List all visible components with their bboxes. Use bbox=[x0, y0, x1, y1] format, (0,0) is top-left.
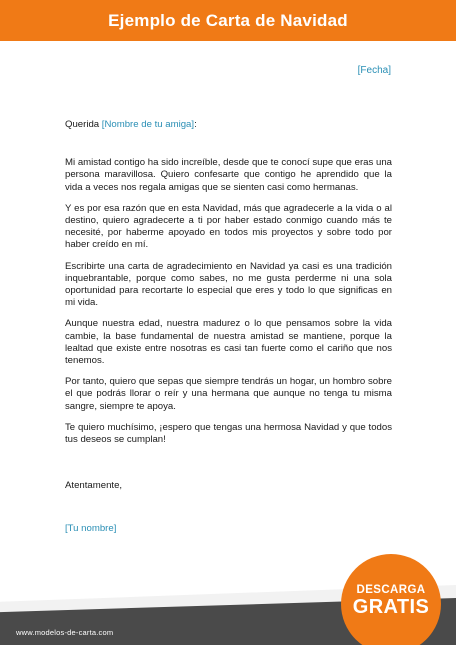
paragraph-3: Escribirte una carta de agradecimiento en Navidad ya casi es una tradición inquebrantable, porque como sabes, no me gusta perderme ni una sola oportunidad para recortarte lo especial que eres y todo lo que significas en mi vida. bbox=[65, 260, 392, 309]
badge-line-1: DESCARGA bbox=[356, 584, 426, 596]
date-placeholder: [Fecha] bbox=[357, 65, 391, 76]
paragraph-4: Aunque nuestra edad, nuestra madurez o lo que pensamos sobre la vida cambie, la base fundamental de nuestra amistad se mantiene, porque la lealtad que existe entre nosotras es casi tan fuerte como el cariño que nos tenemos. bbox=[65, 318, 392, 367]
paragraph-1: Mi amistad contigo ha sido increíble, desde que te conocí supe que eras una persona maravillosa. Quiero confesarte que contigo he aprendido que la vida a veces nos regala amigas que se sienten casi como hermanas. bbox=[65, 157, 392, 193]
paragraph-5: Por tanto, quiero que sepas que siempre tendrás un hogar, un hombro sobre el que podrás llorar o reír y una hermana que aunque no tenga tu misma sangre, siempre te apoya. bbox=[65, 376, 392, 412]
paragraph-6: Te quiero muchísimo, ¡espero que tengas una hermosa Navidad y que todos tus deseos se cumplan! bbox=[65, 421, 392, 446]
letter-body bbox=[65, 119, 392, 536]
badge-line-2: GRATIS bbox=[352, 596, 430, 618]
greeting bbox=[65, 119, 392, 131]
footer-url[interactable]: www.modelos-de-carta.com bbox=[16, 628, 114, 637]
header-bar bbox=[0, 0, 456, 41]
closing: Atentamente, bbox=[65, 480, 123, 492]
recipient-placeholder: [Nombre de tu amiga] bbox=[101, 119, 195, 130]
signature-placeholder: [Tu nombre] bbox=[65, 523, 117, 535]
greeting-prefix: Querida bbox=[65, 119, 102, 130]
download-badge[interactable] bbox=[341, 554, 441, 645]
greeting-suffix: : bbox=[194, 119, 197, 130]
page-title: Ejemplo de Carta de Navidad bbox=[108, 10, 348, 30]
paragraph-2: Y es por esa razón que en esta Navidad, más que agradecerle a la vida o al destino, quiero agradecerte a ti por haber estado conmigo cuando más te necesité, por haberme apoyado en todos mis proyectos y sobre todo por haber creído en mí. bbox=[65, 202, 392, 251]
